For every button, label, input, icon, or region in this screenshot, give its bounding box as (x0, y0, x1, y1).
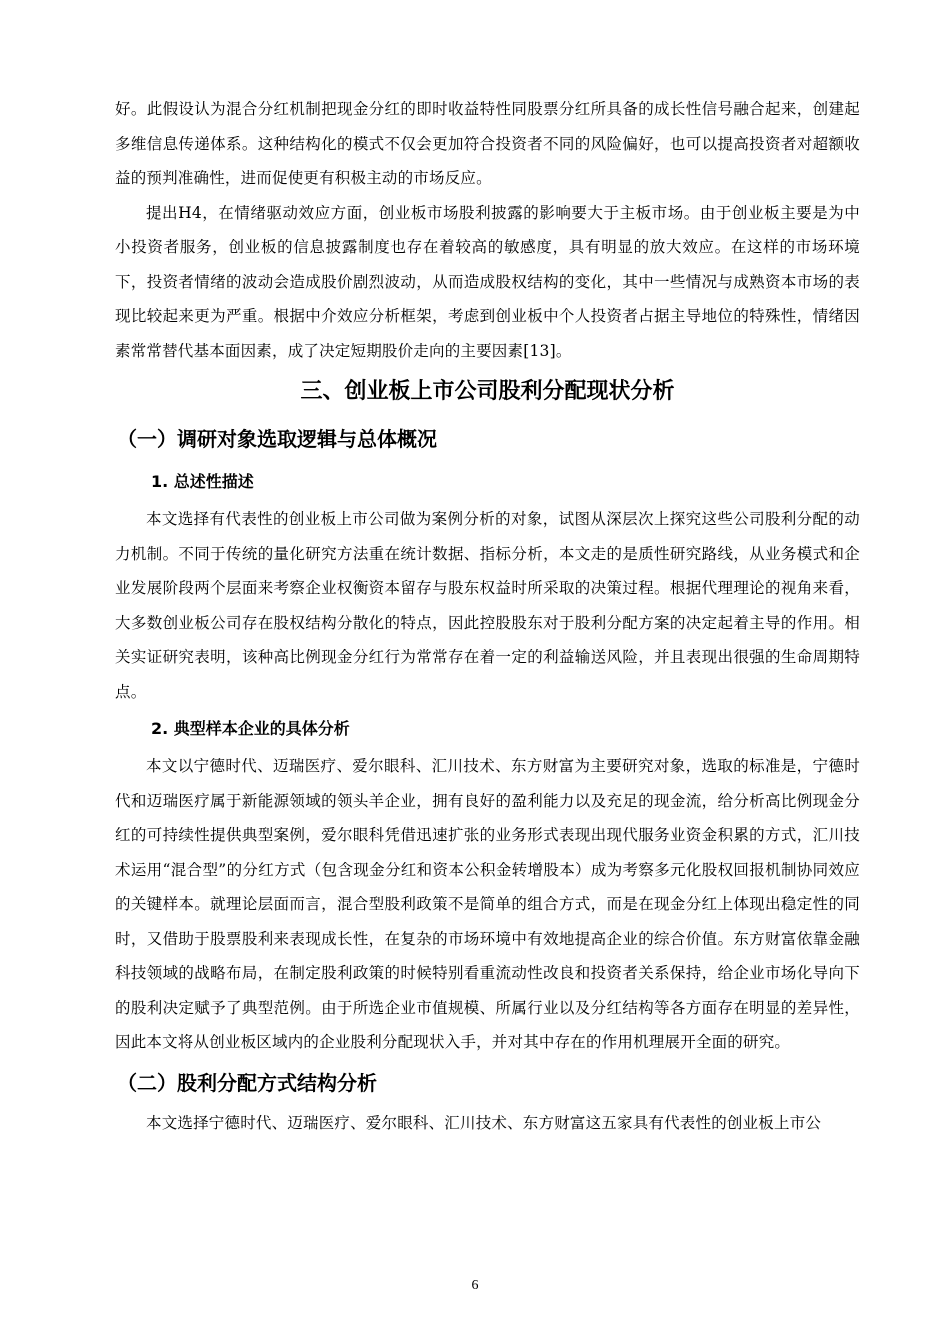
section-title-1: （一）调研对象选取逻辑与总体概况 (117, 427, 437, 451)
subsection-title-samples: 2. 典型样本企业的具体分析 (151, 719, 350, 738)
paragraph-structure: 本文选择宁德时代、迈瑞医疗、爱尔眼科、汇川技术、东方财富这五家具有代表性的创业板上市公 (146, 1113, 822, 1132)
paragraph-hypothesis-h4: 提出H4，在情绪驱动效应方面，创业板市场股利披露的影响要大于主板市场。由于创业板主要是为中小投资者服务，创业板的信息披露制度也存在着较高的敏感度，具有明显的放大效应。在这样的市场环境下，投资者情绪的波动会造成股价剧烈波动，从而造成股权结构的变化，其中一些情况与成熟资本市场的表现比较起来更为严重。根据中介效应分析框架，考虑到创业板中个人投资者占据主导地位的特殊性，情绪因素常常替代基本面因素，成了决定短期股价走向的主要因素[13]。 (115, 203, 860, 360)
paragraph-overview: 本文选择有代表性的创业板上市公司做为案例分析的对象，试图从深层次上探究这些公司股利分配的动力机制。不同于传统的量化研究方法重在统计数据、指标分析，本文走的是质性研究路线，从业务模式和企业发展阶段两个层面来考察企业权衡资本留存与股东权益时所采取的决策过程。根据代理理论的视角来看，大多数创业板公司存在股权结构分散化的特点，因此控股股东对于股利分配方案的决定起着主导的作用。相关实证研究表明，该种高比例现金分红行为常常存在着一定的利益输送风险，并且表现出很强的生命周期特点。 (115, 510, 860, 701)
paragraph-samples: 本文以宁德时代、迈瑞医疗、爱尔眼科、汇川技术、东方财富为主要研究对象，选取的标准是，宁德时代和迈瑞医疗属于新能源领域的领头羊企业，拥有良好的盈利能力以及充足的现金流，给分析高比例现金分红的可持续性提供典型案例，爱尔眼科凭借迅速扩张的业务形式表现出现代服务业资金积累的方式，汇川技术运用“混合型”的分红方式（包含现金分红和资本公积金转增股本）成为考察多元化股权回报机制协同效应的关键样本。就理论层面而言，混合型股利政策不是简单的组合方式，而是在现金分红上体现出稳定性的同时，又借助于股票股利来表现成长性，在复杂的市场环境中有效地提高企业的综合价值。东方财富依靠金融科技领域的战略布局，在制定股利政策的时候特别看重流动性改良和投资者关系保持，给企业市场化导向下的股利决定赋予了典型范例。由于所选企业市值规模、所属行业以及分红结构等各方面存在明显的差异性，因此本文将从创业板区域内的企业股利分配现状入手，并对其中存在的作用机理展开全面的研究。 (115, 757, 860, 1051)
chapter-title: 三、创业板上市公司股利分配现状分析 (300, 379, 675, 404)
section-title-2: （二）股利分配方式结构分析 (117, 1070, 377, 1095)
subsection-title-overview: 1. 总述性描述 (151, 472, 254, 491)
page-body (115, 92, 860, 1140)
paragraph-hypothesis-h3-tail: 好。此假设认为混合分红机制把现金分红的即时收益特性同股票分红所具备的成长性信号融合起来，创建起多维信息传递体系。这种结构化的模式不仅会更加符合投资者不同的风险偏好，也可以提高投资者对超额收益的预判准确性，进而促使更有积极主动的市场反应。 (115, 100, 860, 187)
page-number: 6 (471, 1278, 479, 1293)
